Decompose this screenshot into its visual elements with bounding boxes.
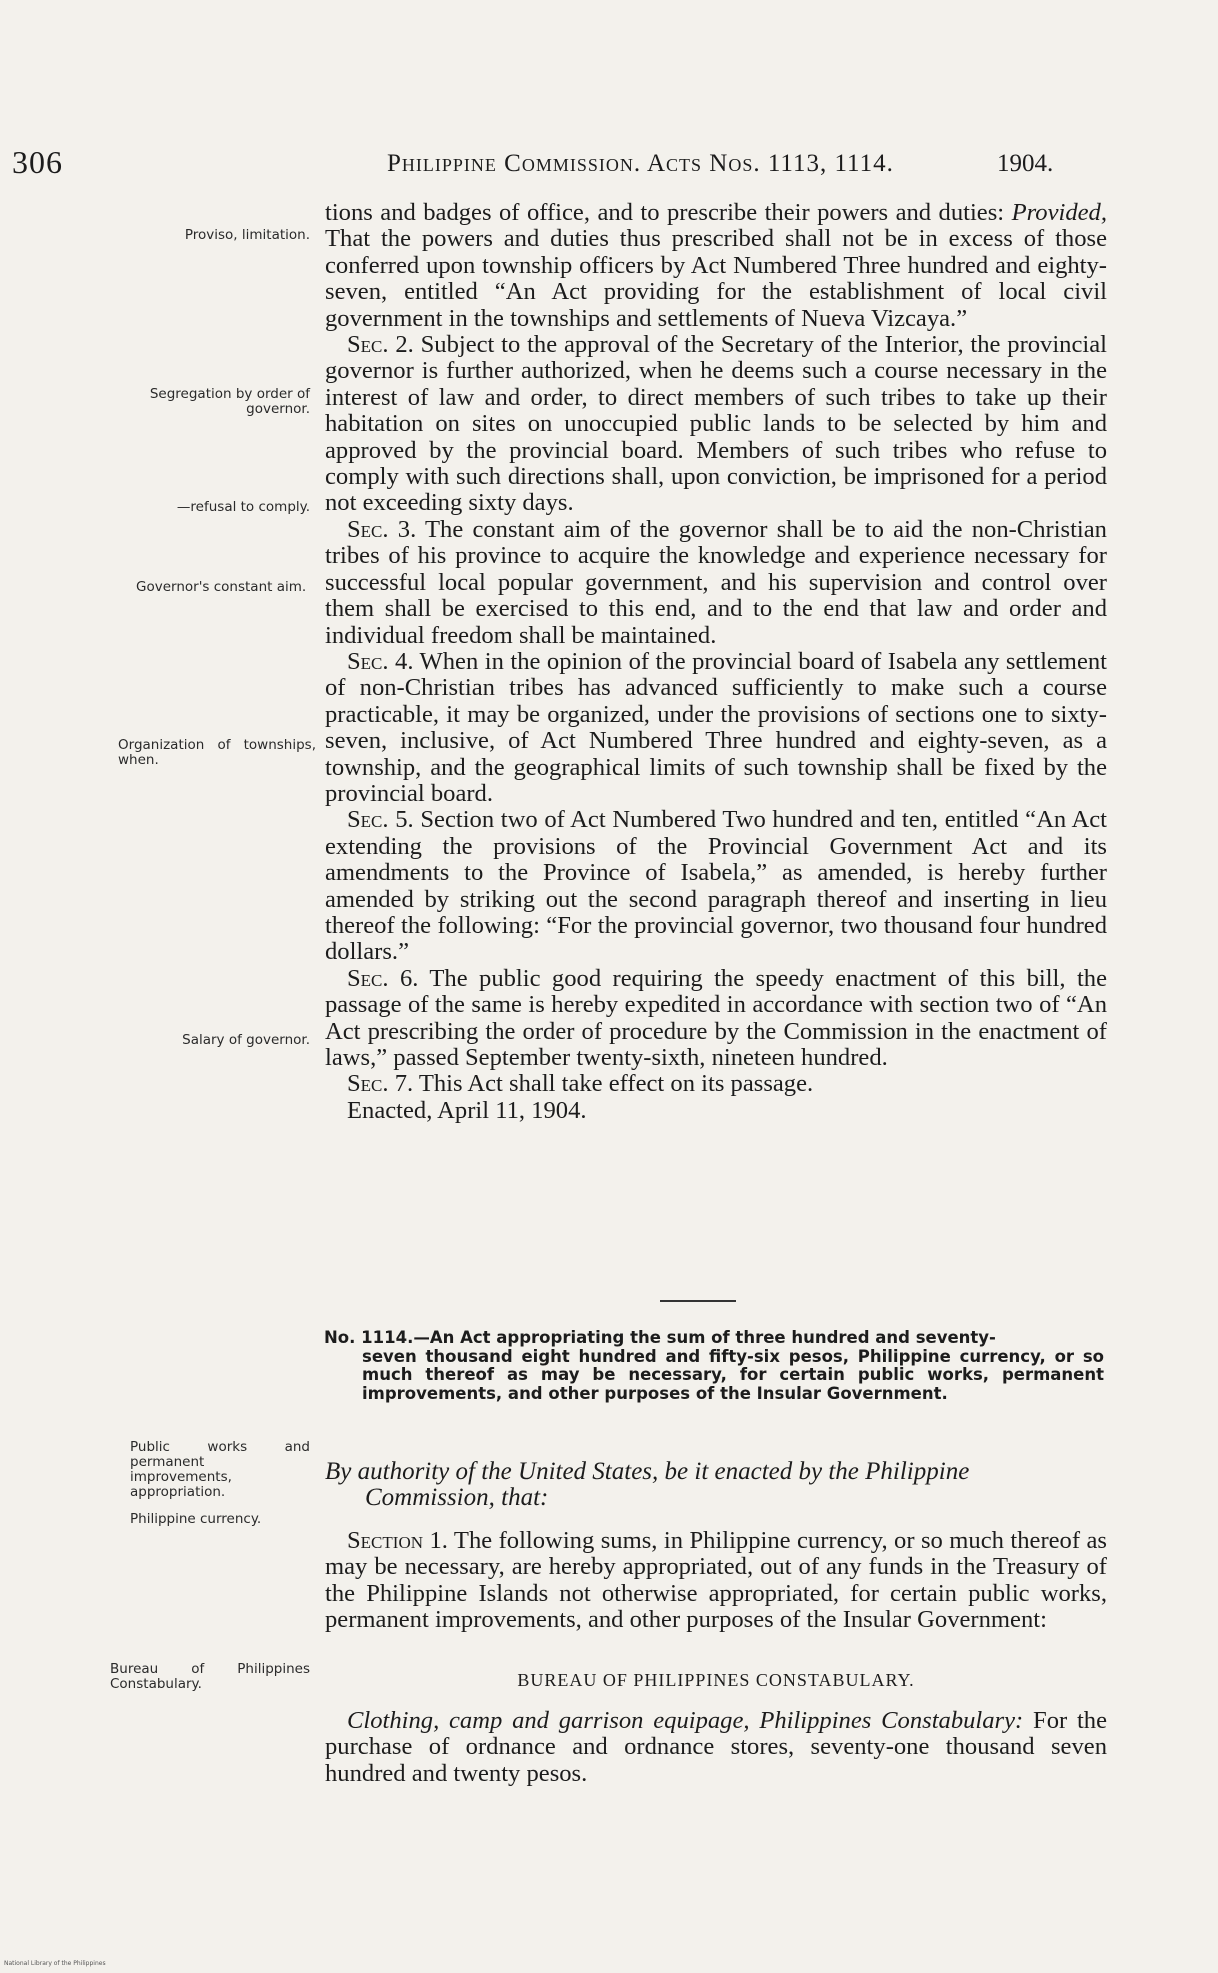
section-3-text: The constant aim of the governor shall be to aid the non-Christian tribes of his province to acquire the knowledge and experience necessary for successful local popular government, and his supervision and control over them shall be exercised to this end, and to the end that law and order and individual freedom shall be maintained.	[325, 515, 1107, 649]
running-title: Philippine Commission. Acts Nos. 1113, 1114.	[387, 150, 894, 177]
act-title-rest: seven thousand eight hundred and fifty-six pesos, Philippine currency, or so much thereof as may be necessary, for certain public works, permanent improvements, and other purposes of the Insular Government.	[362, 1346, 1104, 1404]
enacted-date: Enacted, April 11, 1904.	[347, 1096, 587, 1124]
margin-note-public-works: Public works and permanent improvements, appropriation.	[130, 1439, 310, 1500]
act-1113-body	[325, 200, 1107, 1124]
page-header	[12, 144, 1092, 184]
section-4-text: When in the opinion of the provincial board of Isabela any settlement of non-Christian tribes has advanced sufficiently to make such a course practicable, it may be organized, under the provisions of sections one to sixty-seven, inclusive, of Act Numbered Three hundred and eighty-seven, as a township, and the geographical limits of such township shall be fixed by the provincial board.	[325, 647, 1107, 807]
section-1-text: The following sums, in Philippine currency, or so much thereof as may be necessary, are hereby appropriated, out of any funds in the Treasury of the Philippine Islands not otherwise appropriated, for certain public works, permanent improvements, and other purposes of the Insular Government:	[325, 1527, 1107, 1634]
section-3	[325, 517, 1107, 649]
clothing-item	[325, 1708, 1107, 1787]
section-2-label: Sec. 2.	[347, 331, 414, 359]
running-year: 1904.	[997, 150, 1054, 177]
enacting-line-2: Commission, that:	[365, 1484, 549, 1511]
section-5-label: Sec. 5.	[347, 806, 414, 834]
act-1114-title	[324, 1329, 1104, 1404]
clothing-text: For the purchase of ordnance and ordnance stores, seventy-one thousand seven hundred and twenty pesos.	[325, 1707, 1107, 1787]
margin-note-constant-aim: Governor's constant aim.	[136, 579, 307, 595]
section-2	[325, 332, 1107, 517]
section-5-text: Section two of Act Numbered Two hundred and ten, entitled “An Act extending the provisions of the Provincial Government Act and its amendments to the Province of Isabela,” as amended, is hereby further amended by striking out the second paragraph thereof and inserting in lieu thereof the following: “For the provincial governor, two thousand four hundred dollars.”	[325, 806, 1107, 966]
section-5	[325, 807, 1107, 965]
margin-note-salary: Salary of governor.	[182, 1032, 310, 1048]
enacting-clause	[325, 1459, 1107, 1511]
act-1114-section-1	[325, 1528, 1107, 1634]
section-3-label: Sec. 3.	[347, 515, 417, 543]
section-1-label: Section 1.	[347, 1527, 448, 1554]
margin-note-organization: Organization of townships, when.	[118, 737, 316, 768]
section-7-label: Sec. 7.	[347, 1070, 414, 1098]
enacting-line-1: By authority of the United States, be it enacted by the Philippine	[325, 1458, 970, 1485]
proviso-italic: Provided,	[1011, 199, 1107, 226]
section-4	[325, 649, 1107, 807]
continued-text-2: That the powers and duties thus prescribed shall not be in excess of those conferred upon township officers by Act Numbered Three hundred and eighty-seven, entitled “An Act providing for the establishment of local civil government in the townships and settlements of Nueva Vizcaya.”	[325, 225, 1107, 332]
bureau-heading: BUREAU OF PHILIPPINES CONSTABULARY.	[517, 1670, 915, 1690]
section-7-text: This Act shall take effect on its passage.	[413, 1070, 814, 1098]
clothing-heading: Clothing, camp and garrison equipage, Philippines Constabulary:	[347, 1707, 1024, 1734]
margin-note-refusal: —refusal to comply.	[176, 499, 310, 515]
page-number: 306	[12, 144, 63, 180]
paragraph-continued	[325, 200, 1107, 332]
section-6-label: Sec. 6.	[347, 964, 419, 992]
section-4-label: Sec. 4.	[347, 647, 414, 675]
section-6	[325, 966, 1107, 1072]
section-2-text: Subject to the approval of the Secretary of the Interior, the provincial governor is further authorized, when he deems such a course necessary in the interest of law and order, to direct members of such tribes to take up their habitation on sites on unoccupied public lands to be selected by him and approved by the provincial board. Members of such tribes who refuse to comply with such directions shall, upon conviction, be imprisoned for a period not exceeding sixty days.	[325, 331, 1107, 517]
section-7	[325, 1071, 1107, 1097]
margin-note-currency: Philippine currency.	[130, 1511, 262, 1527]
section-6-text: The public good requiring the speedy enactment of this bill, the passage of the same is hereby expedited in accordance with section two of “An Act prescribing the order of procedure by the Commission in the enactment of laws,” passed September twenty-sixth, nineteen hundred.	[325, 964, 1107, 1071]
margin-note-segregation: Segregation by order of governor.	[149, 386, 310, 417]
footer-credit: National Library of the Philippines	[4, 1960, 106, 1967]
margin-note-constabulary: Bureau of Philippines Constabulary.	[110, 1661, 310, 1692]
section-divider	[660, 1300, 736, 1302]
act-title-line-1: No. 1114.—An Act appropriating the sum of three hundred and seventy-	[324, 1328, 996, 1347]
margin-note-proviso: Proviso, limitation.	[184, 227, 310, 243]
continued-text-1: tions and badges of office, and to prescribe their powers and duties:	[325, 199, 1005, 226]
